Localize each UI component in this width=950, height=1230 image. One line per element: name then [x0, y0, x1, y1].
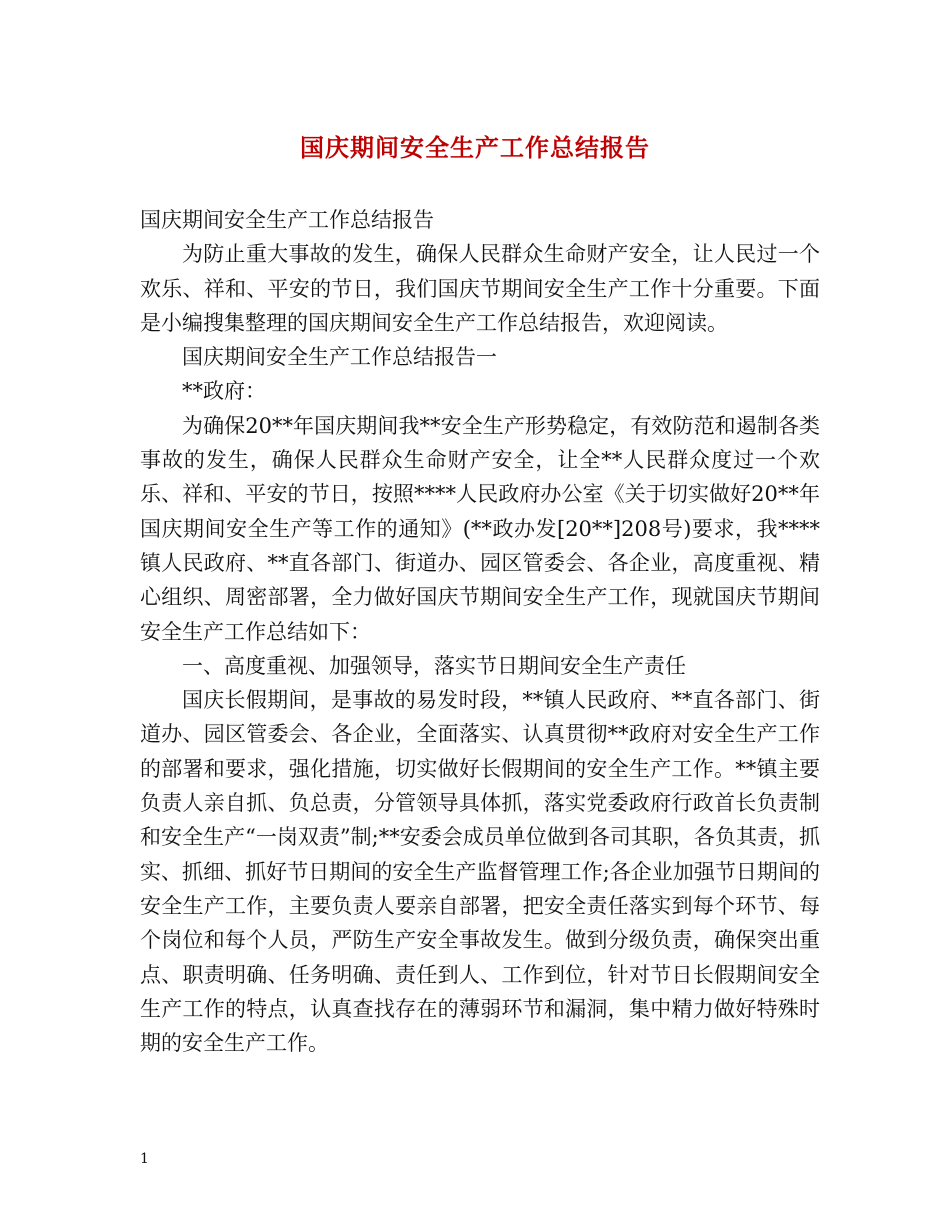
intro-paragraph: 为防止重大事故的发生，确保人民群众生命财产安全，让人民过一个欢乐、祥和、平安的节日，我们国庆节期间安全生产工作十分重要。下面是小编搜集整理的国庆期间安全生产工作总结报告，欢迎阅读。	[140, 242, 820, 335]
section-heading-1: 一、高度重视、加强领导，落实节日期间安全生产责任	[182, 653, 686, 678]
report-opening-paragraph: 为确保20**年国庆期间我**安全生产形势稳定，有效防范和遏制各类事故的发生，确保人民群众生命财产安全，让全**人民群众度过一个欢乐、祥和、平安的节日，按照****人民政府办公室《关于切实做好20**年国庆期间安全生产等工作的通知》(**政办发[20**]208号)要求，我****镇人民政府、**直各部门、街道办、园区管委会、各企业，高度重视、精心组织、周密部署，全力做好国庆节期间安全生产工作，现就国庆节期间安全生产工作总结如下：	[140, 413, 820, 644]
report-subtitle: 国庆期间安全生产工作总结报告一	[182, 345, 497, 370]
page-number: 1	[140, 1151, 149, 1167]
document-body	[140, 203, 820, 1060]
salutation: **政府：	[182, 379, 266, 404]
body-heading: 国庆期间安全生产工作总结报告	[140, 208, 434, 232]
document-title: 国庆期间安全生产工作总结报告	[300, 133, 650, 162]
section-1-paragraph: 国庆长假期间，是事故的易发时段，**镇人民政府、**直各部门、街道办、园区管委会、各企业，全面落实、认真贯彻**政府对安全生产工作的部署和要求，强化措施，切实做好长假期间的安全生产工作。**镇主要负责人亲自抓、负总责，分管领导具体抓，落实党委政府行政首长负责制和安全生产“一岗双责”制;**安委会成员单位做到各司其职，各负其责，抓实、抓细、抓好节日期间的安全生产监督管理工作;各企业加强节日期间的安全生产工作，主要负责人要亲自部署，把安全责任落实到每个环节、每个岗位和每个人员，严防生产安全事故发生。做到分级负责，确保突出重点、职责明确、任务明确、责任到人、工作到位，针对节日长假期间安全生产工作的特点，认真查找存在的薄弱环节和漏洞，集中精力做好特殊时期的安全生产工作。	[140, 688, 820, 1056]
